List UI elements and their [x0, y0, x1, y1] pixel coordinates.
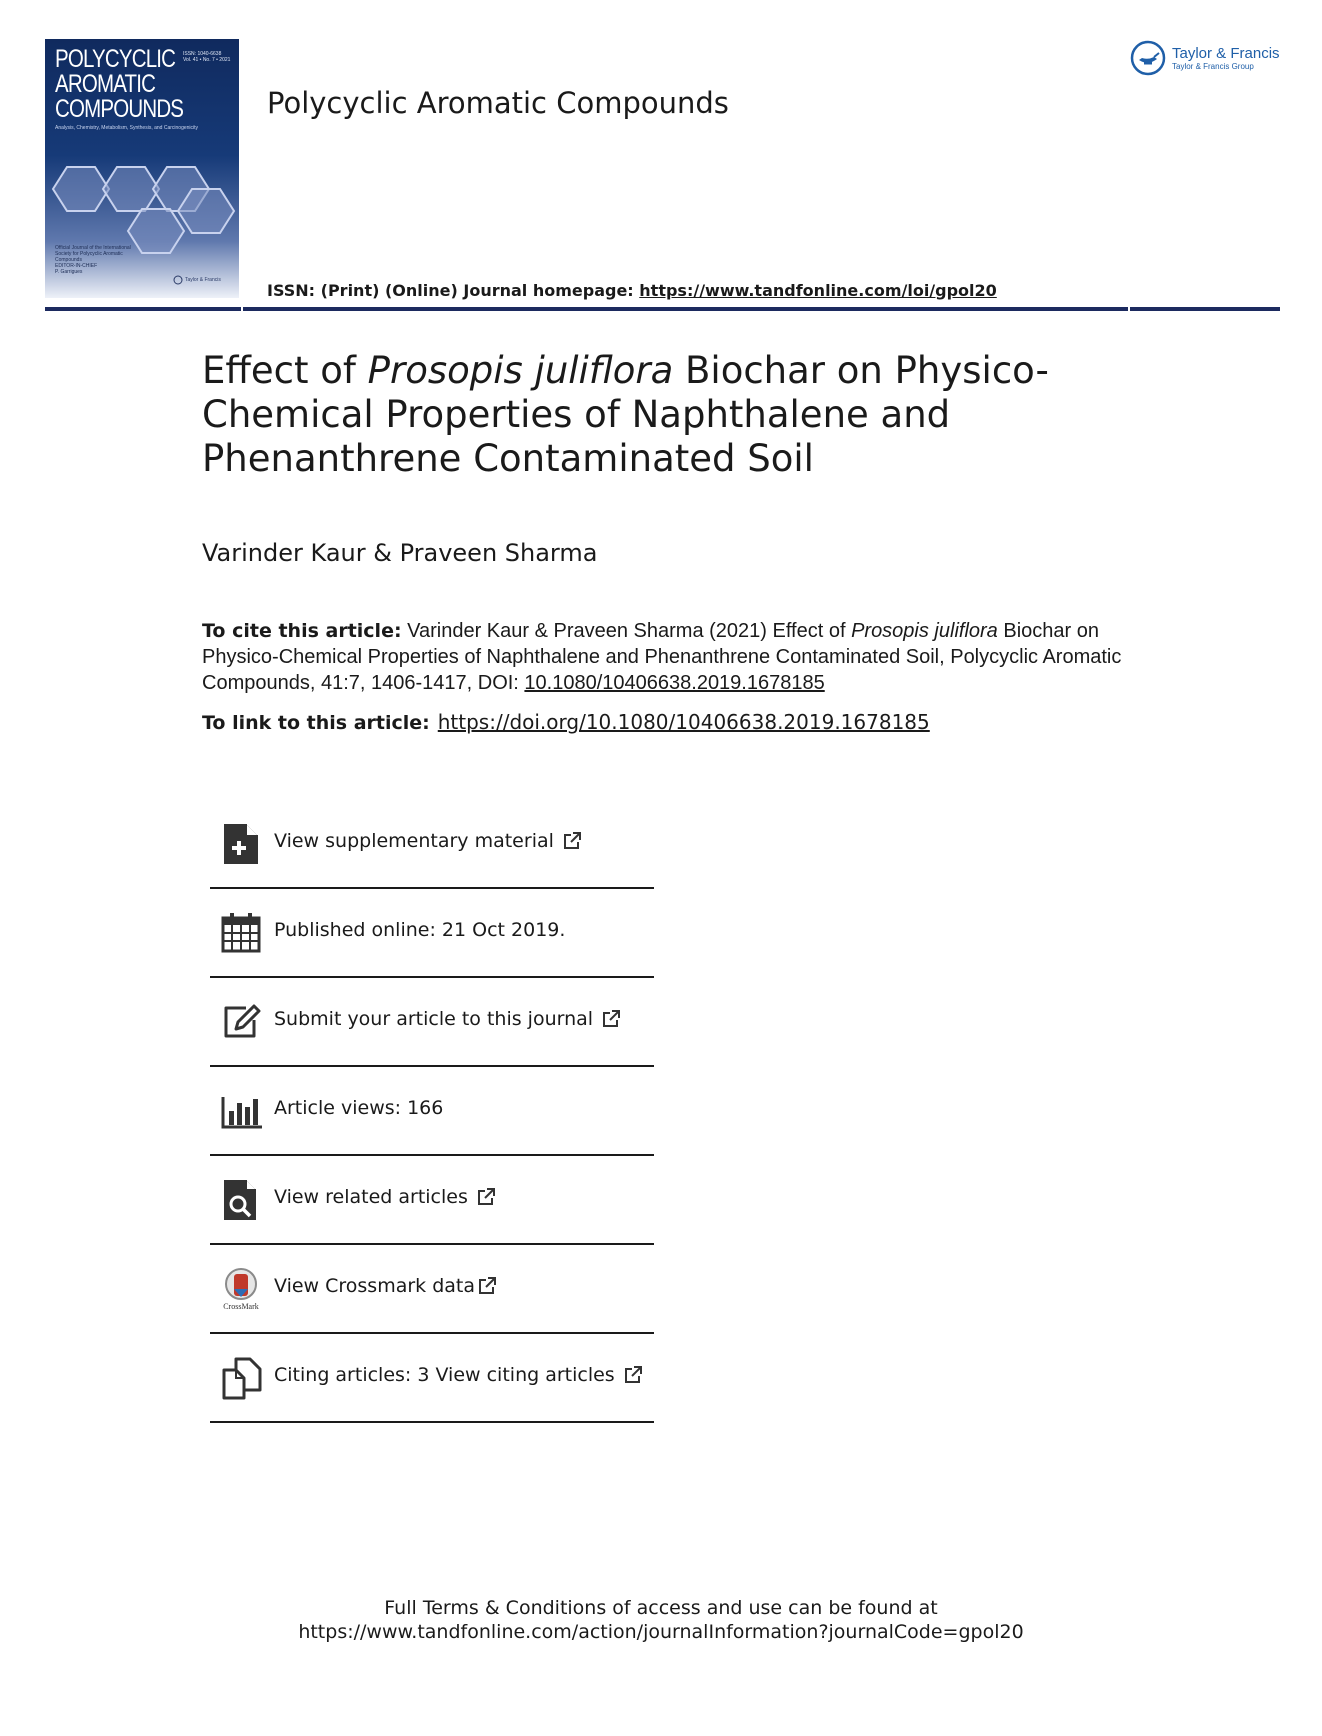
cover-title-line-1: POLYCYCLIC [55, 45, 176, 73]
file-plus-icon [220, 822, 264, 866]
cover-publisher-text: Taylor & Francis [185, 277, 221, 283]
article-authors: Varinder Kaur & Praveen Sharma [202, 539, 598, 567]
citing-label: Citing articles: 3 View citing articles [274, 1364, 615, 1386]
cover-title-line-2: AROMATIC [55, 70, 156, 98]
footer-terms [0, 1596, 1322, 1644]
submit-label: Submit your article to this journal [274, 1008, 594, 1030]
external-link-icon [476, 1187, 496, 1207]
row-submit-article[interactable] [210, 978, 654, 1067]
title-species: Prosopis juliflora [367, 349, 674, 392]
crossmark-icon [220, 1267, 264, 1311]
cite-text-1: Varinder Kaur & Praveen Sharma (2021) Effect of [401, 620, 852, 642]
bar-chart-icon [220, 1089, 264, 1133]
footer-terms-link[interactable]: https://www.tandfonline.com/action/journalInformation?journalCode=gpol20 [298, 1621, 1024, 1643]
tf-mini-logo-icon [173, 275, 183, 285]
row-article-views [210, 1067, 654, 1156]
title-part-1: Effect of [202, 349, 368, 392]
taylor-francis-lamp-icon [1130, 40, 1166, 76]
cite-label: To cite this article: [202, 620, 402, 642]
cover-issn: ISSN: 1040-6638 Vol. 41 • No. 7 • 2021 [183, 51, 231, 63]
article-link-line [202, 710, 930, 734]
cover-hexagon-graphic [45, 159, 239, 259]
copy-documents-icon [220, 1356, 264, 1400]
file-search-icon [220, 1178, 264, 1222]
cover-title-line-3: COMPOUNDS [55, 95, 184, 123]
cite-text-2: Biochar on Physico-Chemical Properties of Naphthalene and Phenanthrene Contaminated Soil, Polycyclic Aromatic Compounds, 41:7, 1406-1417, DOI: [202, 620, 1122, 694]
header-rule [45, 307, 1280, 311]
crossmark-label: View Crossmark data [274, 1275, 476, 1297]
cover-editor: EDITOR-IN-CHIEF P. Garrigues [55, 263, 98, 275]
article-title [202, 349, 1082, 481]
crossmark-caption: CrossMark [223, 1302, 259, 1311]
row-supplementary-material[interactable] [210, 800, 654, 889]
cite-species: Prosopis juliflora [851, 620, 998, 642]
supplementary-label: View supplementary material [274, 830, 554, 852]
external-link-icon [477, 1276, 497, 1296]
citation-block [202, 618, 1132, 696]
journal-name: Polycyclic Aromatic Compounds [267, 86, 729, 120]
issn-label: ISSN: (Print) (Online) Journal homepage: [267, 281, 640, 300]
external-link-icon [623, 1365, 643, 1385]
journal-cover-image [45, 39, 239, 298]
edit-icon [220, 1000, 264, 1044]
views-label: Article views: 166 [274, 1097, 444, 1119]
related-label: View related articles [274, 1186, 468, 1208]
row-published-online [210, 889, 654, 978]
external-link-icon [601, 1009, 621, 1029]
cover-blurb [55, 245, 145, 275]
taylor-francis-logo[interactable] [1130, 40, 1280, 76]
cover-publisher [173, 275, 239, 285]
publisher-name: Taylor & Francis [1172, 44, 1280, 62]
footer-line-1: Full Terms & Conditions of access and use can be found at [384, 1597, 938, 1619]
row-crossmark[interactable] [210, 1245, 654, 1334]
issn-line [267, 281, 997, 300]
published-label: Published online: 21 Oct 2019. [274, 919, 566, 941]
cover-subtitle: Analysis, Chemistry, Metabolism, Synthesis, and Carcinogenicity [55, 125, 199, 131]
row-related-articles[interactable] [210, 1156, 654, 1245]
journal-homepage-link[interactable]: https://www.tandfonline.com/loi/gpol20 [639, 281, 997, 300]
cite-doi-link[interactable]: 10.1080/10406638.2019.1678185 [524, 672, 825, 694]
link-label: To link to this article: [202, 712, 430, 734]
external-link-icon [562, 831, 582, 851]
article-doi-link[interactable]: https://doi.org/10.1080/10406638.2019.1678185 [437, 710, 930, 734]
row-citing-articles[interactable] [210, 1334, 654, 1423]
title-part-2: Biochar on Physico-Chemical Properties of Naphthalene and Phenanthrene Contaminated Soil [202, 349, 1049, 480]
cover-blurb-text: Official Journal of the International Society for Polycyclic Aromatic Compounds [55, 245, 131, 263]
calendar-icon [220, 911, 264, 955]
publisher-group: Taylor & Francis Group [1172, 61, 1254, 71]
